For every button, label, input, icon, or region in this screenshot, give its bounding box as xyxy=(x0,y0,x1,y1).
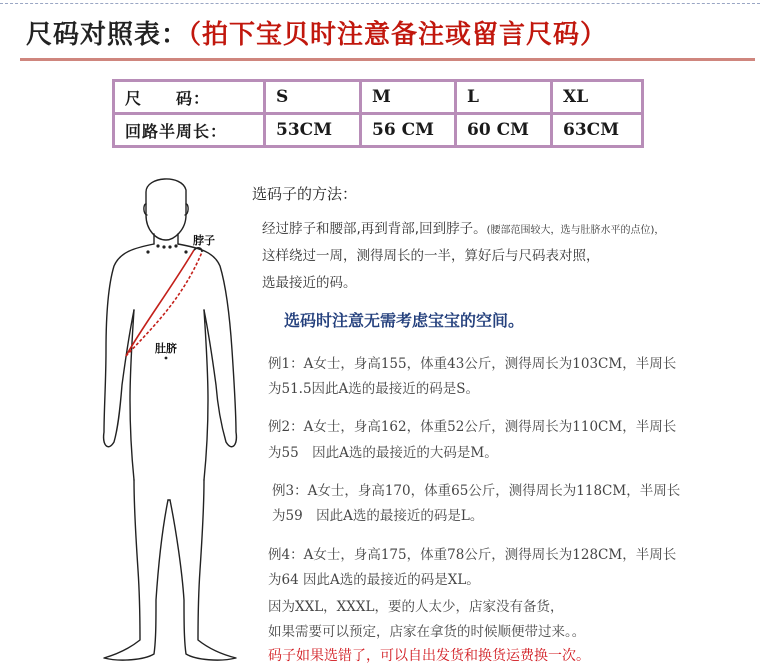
size-chart-table xyxy=(112,79,644,148)
page-title xyxy=(26,14,607,51)
size-l: L xyxy=(456,81,552,114)
size-value-row xyxy=(114,114,643,147)
example-1-line-2: 为51.5因此A选的最接近的码是S。 xyxy=(268,381,480,397)
body-outline-icon xyxy=(90,170,265,665)
size-header-row xyxy=(114,81,643,114)
stock-note-line-1: 因为XXL，XXXL，要的人太少，店家没有备货， xyxy=(268,599,564,615)
example-3-line-2: 为59 因此A选的最接近的码是L。 xyxy=(272,508,484,524)
method-title: 选码子的方法： xyxy=(252,185,358,203)
example-3-line-1: 例3：A女士，身高170，体重65公斤，测得周长为118CM，半周长 xyxy=(272,483,681,499)
example-1-line-1: 例1：A女士，身高155，体重43公斤，测得周长为103CM，半周长 xyxy=(268,356,677,372)
size-s: S xyxy=(265,81,361,114)
example-2-line-2: 为55 因此A选的最接近的大码是M。 xyxy=(268,445,498,461)
neck-label: 脖子 xyxy=(193,234,215,247)
notice-text: 选码时注意无需考虑宝宝的空间。 xyxy=(284,311,525,330)
size-header-label: 尺 码： xyxy=(114,81,265,114)
example-4-line-1: 例4：A女士，身高175，体重78公斤，测得周长为128CM，半周长 xyxy=(268,547,677,563)
method-line-1 xyxy=(262,217,664,237)
stock-note-line-2: 如果需要可以预定，店家在拿货的时候顺便带过来。。 xyxy=(268,624,586,640)
body-outline-figure xyxy=(90,170,265,665)
size-m: M xyxy=(361,81,456,114)
title-note: （拍下宝贝时注意备注或留言尺码） xyxy=(188,20,608,50)
method-line-2: 这样绕过一周，测得周长的一半，算好后与尺码表对照， xyxy=(262,248,600,264)
value-l: 60 CM xyxy=(456,114,552,147)
method-line-1-note: (腰部范围较大，选与肚脐水平的点位)， xyxy=(486,225,665,236)
top-divider xyxy=(0,3,760,4)
example-2-line-1: 例2：A女士，身高162，体重52公斤，测得周长为110CM，半周长 xyxy=(268,419,677,435)
value-s: 53CM xyxy=(265,114,361,147)
title-main: 尺码对照表： xyxy=(26,20,189,50)
size-xl: XL xyxy=(552,81,643,114)
method-line-3: 选最接近的码。 xyxy=(262,275,357,291)
navel-label: 肚脐 xyxy=(155,342,177,355)
title-underline xyxy=(20,58,755,61)
example-4-line-2: 为64 因此A选的最接近的码是XL。 xyxy=(268,572,480,588)
loop-half-label: 回路半周长： xyxy=(114,114,265,147)
value-xl: 63CM xyxy=(552,114,643,147)
method-line-1-main: 经过脖子和腰部,再到背部,回到脖子。 xyxy=(262,221,487,237)
value-m: 56 CM xyxy=(361,114,456,147)
exchange-warning: 码子如果选错了，可以自出发货和换货运费换一次。 xyxy=(268,648,590,664)
